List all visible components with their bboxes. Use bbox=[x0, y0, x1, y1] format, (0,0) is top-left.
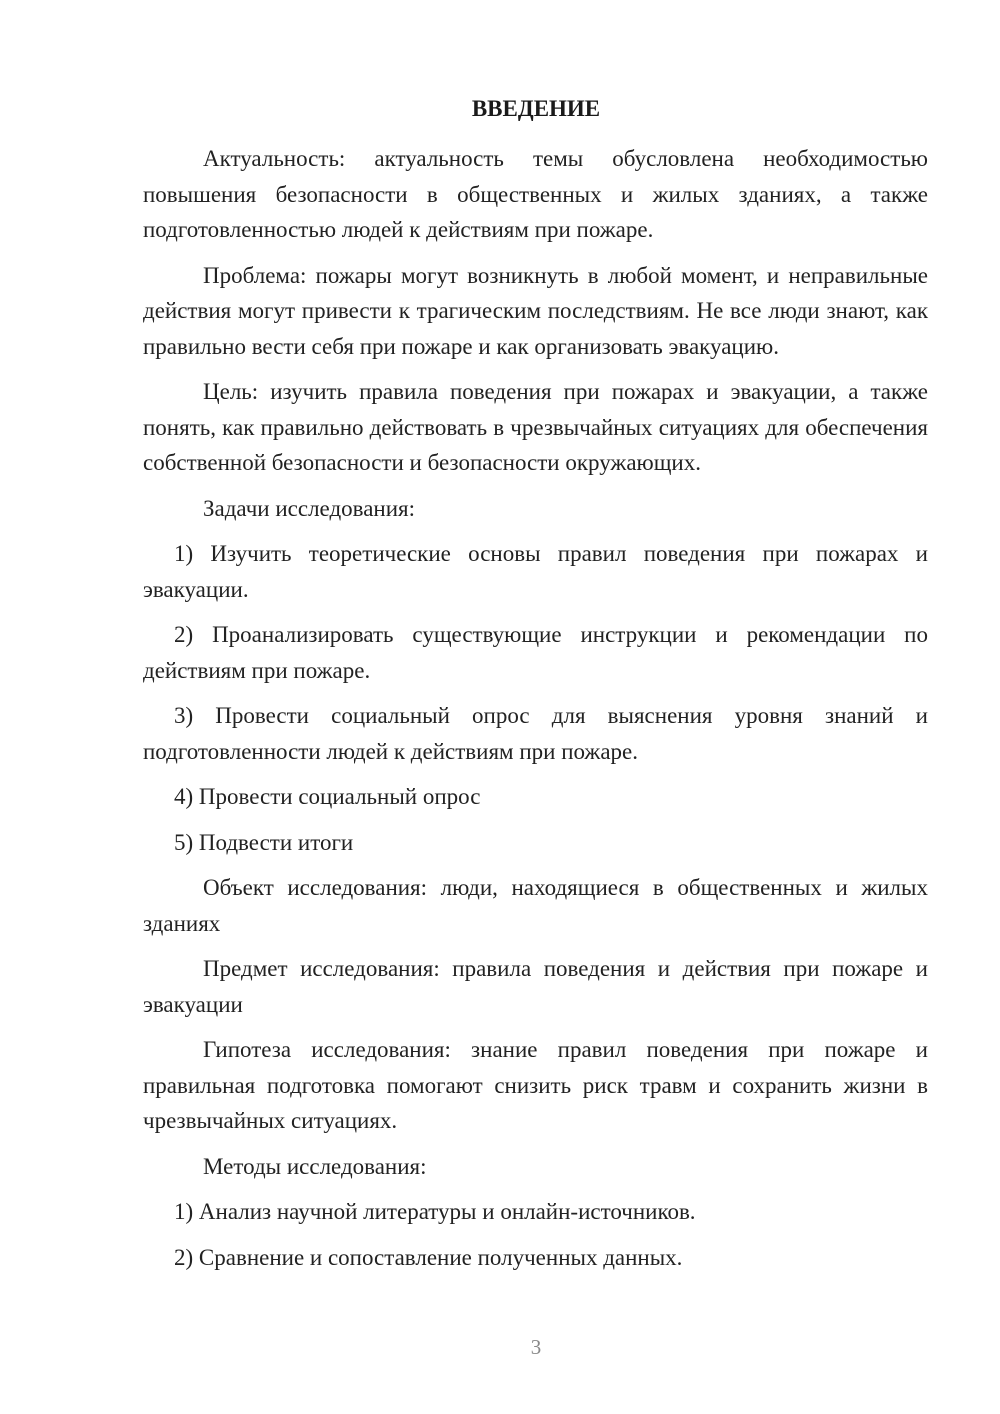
page-number: 3 bbox=[530, 1335, 542, 1359]
task-item: 5) Подвести итоги bbox=[174, 829, 354, 855]
task-item: 3) Провести социальный опрос для выяснения уровня знаний и подготовленности людей к действиям при пожаре. bbox=[143, 703, 928, 764]
document-body bbox=[143, 141, 928, 1285]
task-item: 4) Провести социальный опрос bbox=[174, 784, 481, 809]
page-title: ВВЕДЕНИЕ bbox=[471, 96, 601, 121]
task-item: 1) Изучить теоретические основы правил поведения при пожарах и эвакуации. bbox=[143, 541, 928, 602]
task-item: 2) Проанализировать существующие инструкции и рекомендации по действиям при пожаре. bbox=[143, 622, 928, 683]
method-item: 1) Анализ научной литературы и онлайн-источников. bbox=[174, 1199, 696, 1224]
paragraph-object: Объект исследования: люди, находящиеся в общественных и жилых зданиях bbox=[143, 875, 928, 936]
paragraph-relevance: Актуальность: актуальность темы обусловлена необходимостью повышения безопасности в общественных и жилых зданиях, а также подготовленностью людей к действиям при пожаре. bbox=[143, 146, 928, 242]
paragraph-goal: Цель: изучить правила поведения при пожарах и эвакуации, а также понять, как правильно действовать в чрезвычайных ситуациях для обеспечения собственной безопасности и безопасности окружающих. bbox=[143, 379, 928, 475]
paragraph-tasks-heading: Задачи исследования: bbox=[203, 495, 416, 521]
paragraph-subject: Предмет исследования: правила поведения и действия при пожаре и эвакуации bbox=[143, 956, 928, 1017]
paragraph-methods-heading: Методы исследования: bbox=[203, 1153, 427, 1179]
method-item: 2) Сравнение и сопоставление полученных данных. bbox=[174, 1244, 683, 1270]
paragraph-problem: Проблема: пожары могут возникнуть в любой момент, и неправильные действия могут привести к трагическим последствиям. Не все люди знают, как правильно вести себя при пожаре и как организовать эвакуацию. bbox=[143, 262, 928, 359]
paragraph-hypothesis: Гипотеза исследования: знание правил поведения при пожаре и правильная подготовка помогают снизить риск травм и сохранить жизни в чрезвычайных ситуациях. bbox=[143, 1037, 928, 1133]
